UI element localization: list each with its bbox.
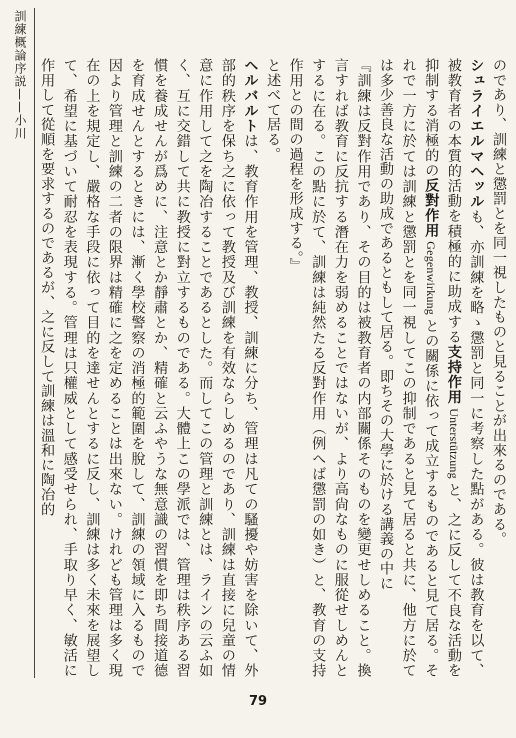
text-run: も、亦訓練を略ゝ懲罰と同一に考察した點がある。彼は教育を以て、被教育者の本質的活動を積極的に助成する: [445, 58, 485, 678]
paragraph: [261, 58, 284, 678]
paragraph: [36, 58, 262, 678]
running-title: 訓練概論序説——小川: [13, 10, 27, 140]
latin-term: Gegenwirkung: [424, 237, 439, 319]
paragraph: [374, 58, 487, 678]
paragraph: [487, 58, 510, 678]
paragraph: [284, 58, 374, 678]
text-run: 『訓練は反對作用であり、その目的は被教育者の内部關係そのものを變更せしめること。換言すれば教育に反抗する潛在力を弱めることではないが、より高尙なものに服從せしめんとするに在る。この點に於て、訓練は純然たる反對作用（例へば懲罰の如き）と、教育の支持作用との間の過程を形成する。』: [287, 58, 372, 678]
text-run: のであり、訓練と懲罰とを同一視したものと見ることが出來るのである。: [491, 58, 507, 547]
text-run: と述べて居る。: [265, 58, 282, 162]
body-text: [39, 58, 510, 679]
bold-term: 支持作用: [445, 344, 462, 405]
bold-term: シュライエルマヘッル: [468, 58, 485, 210]
page-number: 79: [248, 694, 268, 709]
vertical-text-flow: [39, 58, 510, 679]
bold-term: 反對作用: [423, 177, 440, 238]
text-run: との關係に依って成立するものであると見て居る。それで一方に於ては訓練と懲罰とを同一視してこの抑制であると見て居ると共に、他方に於ては多少善良な活動の助成であるともして居る。即ちその大學に於ける講義の中に: [378, 58, 440, 678]
latin-term: Unterstützung: [446, 404, 461, 483]
running-header: [0, 0, 38, 738]
text-run: と、之に反して不良な活動を抑制する消極的の: [423, 58, 462, 679]
text-run: は、教育作用を管理、教授、訓練に分ち、管理は凡ての騷擾や妨害を除いて、外部的秩序を保ち之に依って教授及び訓練を有效ならしめるのであり、訓練は直接に兒童の情意に作用して之を陶冶することであるとした。而してこの管理と訓練とは、ラインの云ふ如く、互に交錯して共に教授に對立するものである。大體上この學派では、管理は秩序ある習慣を養成せんが爲めに、注意とか靜肅とか、精確と云ふやうな無意識の習慣を即ち間接道德を育成せんとするときには、漸く學校警察の消極的範圍を脫して、訓練の領域に入るもので因より管理と訓練の二者の限界は精確に之を定めることは出來ない。けれども管理は多く現在の上を規定し、嚴格な手段に依って目的を達せんとするに反し、訓練は多く未來を展望して、希望に基づいて耐忍を表現する。管理は只權威として感受せられ、手取り早く、敏活に作用して從順を要求するのであるが、之に反して訓練は溫和に陶冶的: [39, 58, 259, 678]
bold-term: ヘルバルト: [242, 58, 259, 134]
